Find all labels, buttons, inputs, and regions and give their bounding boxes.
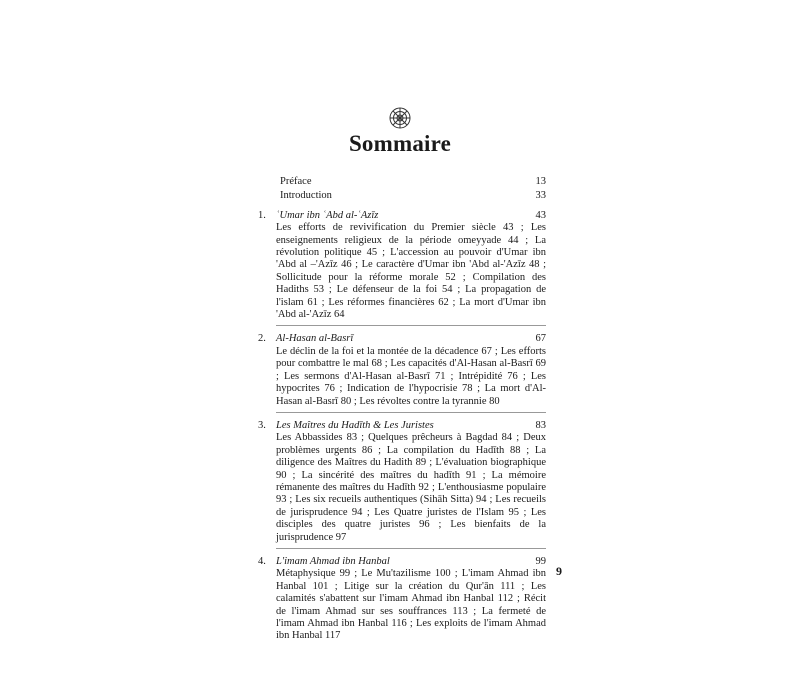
chapter-page: 43 bbox=[535, 209, 546, 221]
chapter-page: 99 bbox=[535, 555, 546, 567]
chapter-title: ʿUmar ibn ʿAbd al-ʿAzīz bbox=[276, 209, 379, 221]
toc-chapter-3 bbox=[258, 420, 546, 549]
chapter-heading[interactable] bbox=[276, 333, 546, 345]
chapter-title: Les Maîtres du Hadīth & Les Juristes bbox=[276, 419, 434, 431]
page-number: 9 bbox=[556, 564, 562, 578]
chapter-page: 83 bbox=[535, 419, 546, 431]
chapter-title: Al-Hasan al-Basrī bbox=[276, 333, 354, 345]
chapter-page: 67 bbox=[535, 333, 546, 345]
toc-chapter-1 bbox=[258, 210, 546, 327]
chapter-number: 1. bbox=[258, 209, 266, 221]
toc-entry-page: 33 bbox=[535, 190, 546, 202]
chapter-description: Métaphysique 99 ; Le Mu'tazilisme 100 ; L'imam Ahmad ibn Hanbal 101 ; Litige sur la création du Qur'ān 111 ; Les calamités s'abattent sur l'imam Ahmad ibn Hanbal 112 ; Récit de l'imam Ahmad sur ses souffrances 113 ; La fermeté de l'imam Ahmad ibn Hanbal 116 ; Les exploits de l'imam Ahmad ibn Hanbal 117 bbox=[276, 568, 546, 642]
rosette-ornament-icon bbox=[389, 107, 411, 129]
chapter-description: Les efforts de revivification du Premier siècle 43 ; Les enseignements religieux de la période omeyyade 44 ; La révolution politique 45 ; L'accession au pouvoir d'Umar ibn 'Abd al –'Azīz 46 ; Le caractère d'Umar ibn 'Abd al-'Azīz 48 ; Sollicitude pour la réforme morale 52 ; Compilation des Hadiths 53 ; Le défenseur de la foi 54 ; La propagation de l'islam 61 ; Les réformes financières 62 ; La mort d'Umar ibn 'Abd al-'Azīz 64 bbox=[276, 222, 546, 326]
toc-entry-page: 13 bbox=[535, 176, 546, 187]
toc-chapter-2 bbox=[258, 333, 546, 412]
chapter-number: 2. bbox=[258, 333, 266, 345]
toc-entry-label: Introduction bbox=[280, 190, 332, 202]
chapter-heading[interactable] bbox=[276, 556, 546, 568]
toc-entry-preface[interactable] bbox=[258, 176, 546, 188]
chapter-description: Les Abbassides 83 ; Quelques prêcheurs à Bagdad 84 ; Deux problèmes urgents 86 ; La compilation du Hadīth 88 ; La diligence des Maîtres du Hadith 89 ; L'évaluation biographique 90 ; La sincérité des maîtres du hadīth 91 ; La mémoire rémanente des maîtres du Hadīth 92 ; L'enthousiasme populaire 93 ; Les six recueils authentiques (Sihāh Sitta) 94 ; Les recueils de jurisprudence 94 ; Les Quatre juristes de l'Islam 95 ; Les disciples des quatre juristes 96 ; Les bienfaits de la jurisprudence 97 bbox=[276, 432, 546, 549]
chapter-heading[interactable] bbox=[276, 210, 546, 222]
toc-chapter-4 bbox=[258, 556, 546, 647]
page-title: Sommaire bbox=[348, 131, 452, 156]
chapter-number: 4. bbox=[258, 555, 266, 567]
table-of-contents bbox=[258, 176, 546, 647]
chapter-number: 3. bbox=[258, 419, 266, 431]
chapter-title: L'imam Ahmad ibn Hanbal bbox=[276, 555, 390, 567]
chapter-description: Le déclin de la foi et la montée de la décadence 67 ; Les efforts pour combattre le mal 68 ; Les capacités d'Al-Hasan al-Basrī 69 ; Les sermons d'Al-Hasan al-Basrī 71 ; Intrépidité 76 ; Les hypocrites 76 ; Indication de l'hypocrisie 78 ; La mort d'Al-Hasan al-Basrī 80 ; Les révoltes contre la tyrannie 80 bbox=[276, 346, 546, 413]
chapter-heading[interactable] bbox=[276, 420, 546, 432]
toc-entry-introduction[interactable] bbox=[258, 190, 546, 202]
toc-entry-label: Préface bbox=[280, 176, 312, 187]
